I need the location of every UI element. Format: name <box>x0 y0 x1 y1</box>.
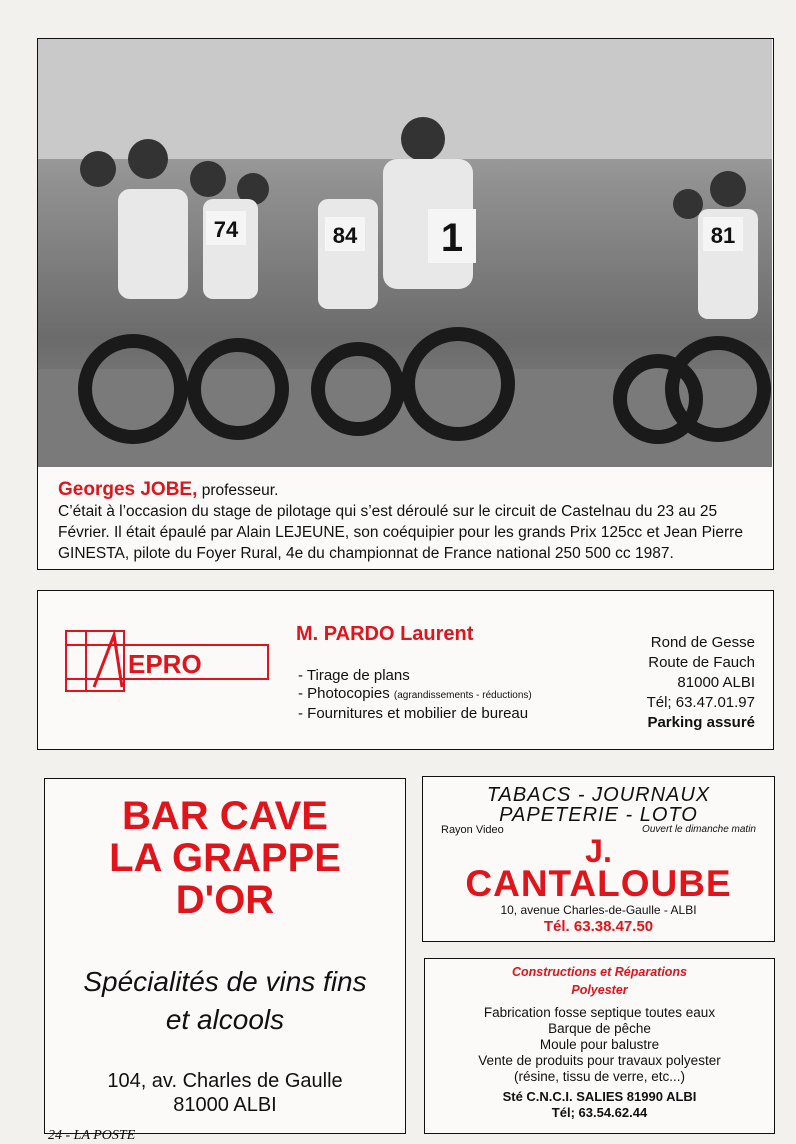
number-plates <box>206 209 743 263</box>
bar-cave-ad <box>44 778 406 1134</box>
service-item: - Tirage de plans <box>298 667 532 685</box>
salies-contact: Sté C.N.C.I. SALIES 81990 ALBI Tél; 63.54.62.44 <box>502 1089 697 1120</box>
photo-illustration <box>38 39 772 467</box>
photo-article <box>37 38 774 570</box>
plate-1: 1 <box>440 216 464 260</box>
repro-ad <box>37 590 774 750</box>
tabacs-ouvert: Ouvert le dimanche matin <box>642 824 756 835</box>
plate-84: 84 <box>332 223 358 248</box>
service-item: - Photocopies (agrandissements - réductions) <box>298 685 532 705</box>
caption-role: professeur. <box>201 482 279 499</box>
tabacs-address: 10, avenue Charles-de-Gaulle - ALBI <box>500 903 697 917</box>
repro-parking: Parking assuré <box>647 714 755 731</box>
salies-services: Fabrication fosse septique toutes eaux Barque de pêche Moule pour balustre Vente de produits pour travaux polyester (résine, tissu de verre, etc...) <box>478 1005 721 1084</box>
repro-logo-graphic <box>64 629 270 693</box>
repro-owner: M. PARDO Laurent <box>296 623 474 645</box>
bar-address: 104, av. Charles de Gaulle 81000 ALBI <box>107 1070 343 1116</box>
caption-text: C’était à l’occasion du stage de pilotage qui s’est déroulé sur le circuit de Castelnau du 23 au 25 Février. Il était épaulé par Alain LEJEUNE, son coéquipier pour les grands Prix 125cc et Jean Pierre GINESTA, pilote du Foyer Rural, 4e du championnat de France national 250 500 cc 1987. <box>58 503 743 562</box>
tabacs-name: CANTALOUBE <box>465 863 732 904</box>
photo-caption <box>58 479 758 564</box>
tabacs-title: TABACS - JOURNAUX PAPETERIE - LOTO <box>486 784 711 826</box>
repro-services <box>298 667 532 723</box>
bar-title: BAR CAVE LA GRAPPE D'OR <box>109 794 341 922</box>
tabacs-tel: Tél. 63.38.47.50 <box>543 918 654 935</box>
salies-ad <box>424 958 775 1134</box>
salies-title: Constructions et Réparations Polyester <box>511 965 688 997</box>
repro-address: Rond de Gesse Route de Fauch 81000 ALBI Tél; 63.47.01.97 Parking assuré <box>646 634 755 731</box>
page-footer: 24 - LA POSTE <box>48 1128 136 1143</box>
tabacs-initial: J. <box>585 833 612 869</box>
tabacs-rayon: Rayon Video <box>441 824 504 836</box>
tabacs-ad <box>422 776 775 942</box>
repro-logo-text: EPRO <box>128 649 202 679</box>
repro-logo <box>64 629 270 693</box>
bar-specialites: Spécialités de vins fins et alcools <box>83 966 367 1035</box>
motocross-riders-photo <box>38 39 772 467</box>
caption-name: Georges JOBE, <box>58 479 198 500</box>
service-item: - Fournitures et mobilier de bureau <box>298 705 532 723</box>
plate-74: 74 <box>213 217 239 242</box>
plate-81: 81 <box>710 223 736 248</box>
